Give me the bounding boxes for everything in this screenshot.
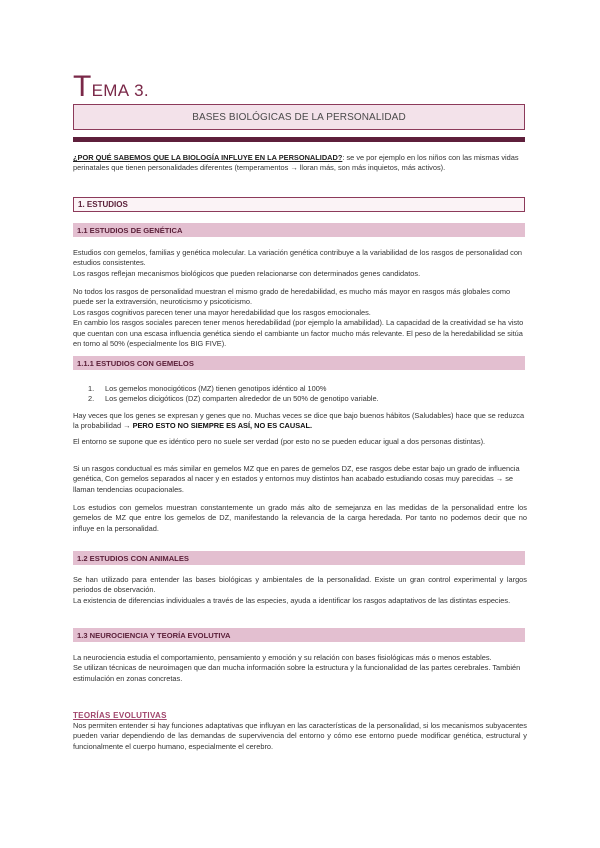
twins-p4 (73, 503, 527, 534)
twins-p2 (73, 437, 527, 447)
section-1-3-heading (73, 628, 525, 642)
title-box (73, 104, 525, 130)
list-item-text: Los gemelos monocigóticos (MZ) tienen genotipos idéntico al 100% (105, 384, 327, 393)
genetics-block-2 (73, 287, 527, 349)
twins-p1-text: Hay veces que los genes se expresan y genes que no. Muchas veces se dice que bajo buenos hábitos (Saludables) hace que se reduzca la probabilidad → (73, 411, 525, 431)
section-1-heading (73, 197, 525, 212)
teorias-p1: Nos permiten entender si hay funciones adaptativas que influyan en las características de la personalidad, si los mecanismos subyacentes pueden variar dependiendo de las demandas de supervivencia del entorno y cómo ese entorno puede modificar genética, estructural y funcionalmente el cuerpo humano, especialmente el cerebro. (73, 721, 527, 751)
twins-p2-text: El entorno se supone que es idéntico pero no suele ser verdad (por esto no se pueden educar igual a dos personas distintas). (73, 437, 486, 446)
teorias-evolutivas-heading (73, 711, 167, 720)
twins-p4-text: Los estudios con gemelos muestran constantemente un grado más alto de semejanza en las medidas de la personalidad entre los gemelos de MZ que entre los gemelos de DZ, manifestando la relevancia de la carga heredada. Por tanto no podemos decir que no influye en la personalidad. (73, 503, 527, 533)
genetics-p5: En cambio los rasgos sociales parecen tener menos heredabilidad (por ejemplo la amabilidad). La capacidad de la creatividad se ha visto que cuentan con una escasa influencia genética siendo el cambiante un factor mucho más relevante. El peso de la heredabilidad se sitúa en torno al 50% (especialmente los BIG FIVE). (73, 318, 524, 349)
tema-heading (73, 72, 149, 102)
genetics-p1: Estudios con gemelos, familias y genética molecular. La variación genética contribuye a la variabilidad de los rasgos de personalidad con estudios consistentes. (73, 248, 523, 268)
title-divider (73, 137, 525, 142)
section-1-1-title: 1.1 ESTUDIOS DE GENÉTICA (77, 225, 183, 235)
list-item (88, 384, 518, 394)
neuro-block (73, 653, 527, 684)
animals-block (73, 575, 527, 606)
section-1-2-heading (73, 551, 525, 565)
list-item-number: 2. (88, 394, 95, 404)
list-item-number: 1. (88, 384, 95, 393)
twins-p3-text: Si un rasgos conductual es más similar en gemelos MZ que en pares de gemelos DZ, ese rasgos debe estar bajo un grado de influencia genética, Con gemelos separados al nacer y en estados y entornos muy distintos han acabado estudiando cosas muy parecidas → se llaman tendencias ocupacionales. (73, 464, 520, 494)
twins-p3 (73, 464, 527, 495)
list-item-text: Los gemelos dicigóticos (DZ) comparten alrededor de un 50% de genotipo variable. (105, 394, 379, 404)
intro-text: : se ve por ejemplo en los niños con las mismas vidas perinatales que tienen personalidades diferentes (temperamentos → lloran más, son más inquietos, más activos). (73, 153, 519, 173)
genetics-p2: Los rasgos reflejan mecanismos biológicos que pueden relacionarse con determinados genes candidatos. (73, 268, 421, 278)
twins-p1 (73, 411, 527, 432)
document-title: BASES BIOLÓGICAS DE LA PERSONALIDAD (192, 111, 406, 123)
section-1-1-1-heading (73, 356, 525, 370)
intro-paragraph (73, 153, 527, 174)
twins-p1-emphasis: PERO ESTO NO SIEMPRE ES ASÍ, NO ES CAUSAL. (132, 421, 313, 431)
section-1-title: 1. ESTUDIOS (78, 200, 128, 209)
list-item (88, 394, 518, 404)
teorias-paragraph (73, 721, 527, 752)
neuro-p2: Se utilizan técnicas de neuroimagen que dan mucha información sobre la estructura y la funcionalidad de las partes cerebrales. También estimulación en zonas concretas. (73, 663, 521, 683)
genetics-p4: Los rasgos cognitivos parecen tener una mayor heredabilidad que los rasgos emocionales. (73, 307, 371, 317)
genetics-block-1 (73, 248, 527, 279)
intro-question: ¿POR QUÉ SABEMOS QUE LA BIOLOGÍA INFLUYE EN LA PERSONALIDAD? (73, 153, 343, 162)
twins-list (88, 384, 518, 405)
tema-rest: EMA (91, 81, 130, 100)
neuro-p1: La neurociencia estudia el comportamiento, pensamiento y emoción y su relación con bases fisiológicas más o menos estables. (73, 653, 492, 662)
animals-p2: La existencia de diferencias individuales a través de las especies, ayuda a identificar los rasgos adaptativos de las distintas especies. (73, 595, 511, 605)
section-1-2-title: 1.2 ESTUDIOS CON ANIMALES (77, 553, 189, 563)
genetics-p3: No todos los rasgos de personalidad muestran el mismo grado de heredabilidad, es mucho más mayor en rasgos más globales como puede ser la extraversión, neuroticismo y psicoticismo. (73, 287, 511, 307)
animals-p1: Se han utilizado para entender las bases biológicas y ambientales de la personalidad. Existe un gran control experimental y largos periodos de observación. (73, 575, 527, 595)
tema-number: 3. (134, 81, 149, 100)
teorias-evolutivas-title: TEORÍAS EVOLUTIVAS (73, 711, 167, 720)
section-1-3-title: 1.3 NEUROCIENCIA Y TEORÍA EVOLUTIVA (77, 630, 231, 640)
section-1-1-heading (73, 223, 525, 237)
section-1-1-1-title: 1.1.1 ESTUDIOS CON GEMELOS (77, 358, 194, 368)
tema-initial: T (73, 70, 92, 103)
